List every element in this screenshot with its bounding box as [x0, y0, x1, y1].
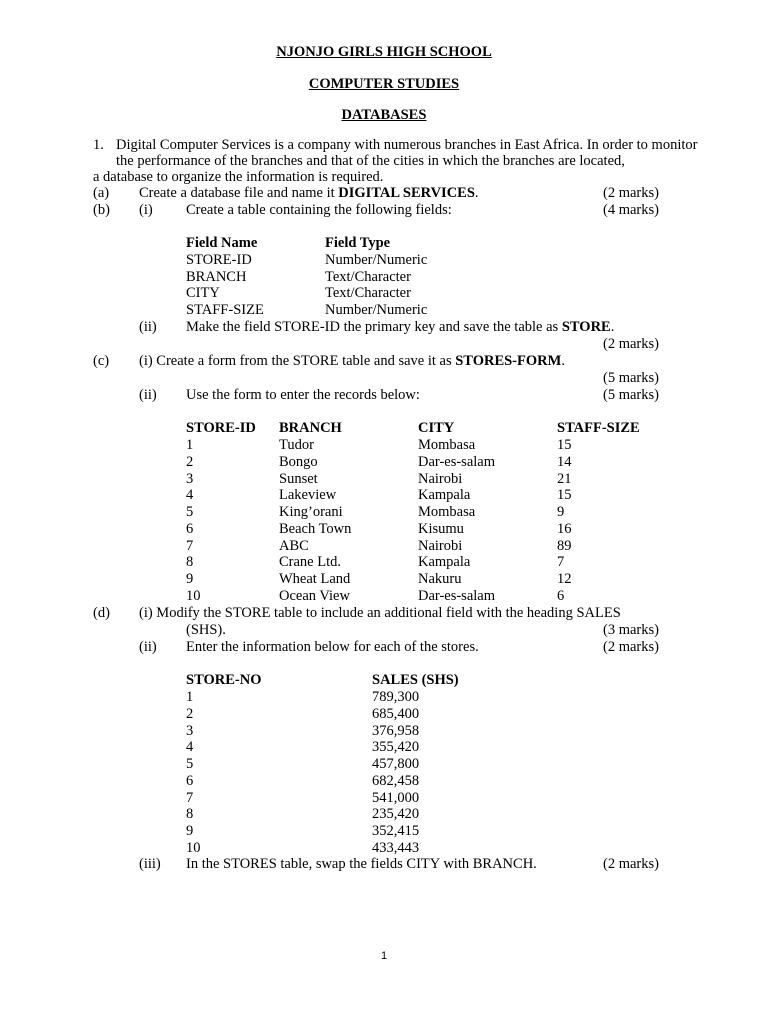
records-row-cell: Kampala	[418, 554, 471, 571]
sales-row-cell: 235,420	[372, 806, 420, 823]
page-number: 1	[380, 950, 388, 962]
records-row-cell: Lakeview	[279, 487, 337, 504]
sales-row-cell: 376,958	[372, 722, 420, 739]
records-row-cell: 21	[557, 470, 572, 487]
records-row-cell: Wheat Land	[279, 571, 351, 587]
topic-title: DATABASES	[341, 107, 427, 123]
records-row-cell: Nairobi	[418, 537, 463, 554]
part-c-label: (c)	[93, 353, 110, 369]
records-row-cell: Dar-es-salam	[418, 453, 496, 470]
intro-line-2: the performance of the branches and that of the cities in which the branches are located,	[116, 153, 625, 169]
sales-row-cell: 685,400	[372, 705, 420, 722]
sales-row-cell: 9	[186, 823, 194, 839]
part-b-i-marks: (4 marks)	[603, 202, 659, 218]
part-d-ii-text: Enter the information below for each of the stores.	[186, 639, 479, 655]
records-row-cell: Crane Ltd.	[279, 554, 342, 571]
records-row-cell: 15	[557, 487, 572, 504]
part-b-i-label: (i)	[139, 202, 153, 218]
records-row-cell: 8	[186, 554, 194, 571]
records-row-cell: 6	[557, 587, 565, 604]
part-d-i-text: (i) Modify the STORE table to include an additional field with the heading SALES	[139, 605, 621, 621]
sales-row-cell: 2	[186, 705, 194, 722]
records-row-cell: 10	[186, 587, 201, 604]
part-d-iii-marks: (2 marks)	[603, 856, 659, 872]
records-row-cell: 16	[557, 520, 572, 537]
fields-row-cell: Number/Numeric	[325, 302, 428, 319]
sales-row-cell: 352,415	[372, 823, 420, 839]
part-b-ii-text: Make the field STORE-ID the primary key and save the table as STORE.	[186, 319, 615, 335]
sales-row-cell: 682,458	[372, 772, 420, 789]
records-row-cell: Ocean View	[279, 587, 350, 604]
records-row-cell: 2	[186, 453, 194, 470]
part-d-i-marks: (3 marks)	[603, 622, 659, 638]
sales-row-cell: 789,300	[372, 689, 420, 705]
sales-row-cell: 7	[186, 789, 194, 806]
fields-row-cell: CITY	[186, 285, 220, 302]
records-row-cell: 3	[186, 470, 194, 487]
part-c-i-text: (i) Create a form from the STORE table and save it as STORES-FORM.	[139, 353, 565, 369]
fields-row-cell: Text/Character	[325, 268, 411, 285]
records-row-cell: 12	[557, 571, 572, 587]
records-row-cell: Dar-es-salam	[418, 587, 496, 604]
fields-header-type: Field Type	[325, 235, 391, 251]
part-d-iii-text: In the STORES table, swap the fields CITY with BRANCH.	[186, 856, 537, 872]
part-d-i-text-cont: (SHS).	[186, 622, 226, 638]
school-name: NJONJO GIRLS HIGH SCHOOL	[276, 44, 492, 60]
records-row-cell: Kisumu	[418, 520, 464, 537]
part-a-text: Create a database file and name it DIGITAL SERVICES.	[139, 185, 479, 201]
records-row-cell: Nakuru	[418, 571, 462, 587]
sales-row-cell: 541,000	[372, 789, 420, 806]
records-row-cell: 6	[186, 520, 194, 537]
part-a-marks: (2 marks)	[603, 185, 659, 201]
records-row-cell: 7	[186, 537, 194, 554]
question-number: 1.	[93, 137, 104, 153]
part-d-ii-label: (ii)	[139, 639, 157, 655]
sales-header-sales: SALES (SHS)	[372, 672, 459, 688]
part-b-i-text: Create a table containing the following fields:	[186, 202, 452, 218]
records-row-cell: Bongo	[279, 453, 318, 470]
records-row-cell: 1	[186, 437, 194, 453]
records-row-cell: 7	[557, 554, 565, 571]
records-row-cell: Nairobi	[418, 470, 463, 487]
records-row-cell: 4	[186, 487, 194, 504]
part-c-ii-text: Use the form to enter the records below:	[186, 387, 420, 403]
part-b-ii-marks: (2 marks)	[603, 336, 659, 352]
records-row-cell: Kampala	[418, 487, 471, 504]
records-row-cell: Sunset	[279, 470, 318, 487]
sales-row-cell: 433,443	[372, 839, 420, 856]
part-b-label: (b)	[93, 202, 110, 218]
part-c-ii-marks: (5 marks)	[603, 387, 659, 403]
records-header-staff-size: STAFF-SIZE	[557, 420, 640, 436]
records-row-cell: Beach Town	[279, 520, 352, 537]
fields-row-cell: Number/Numeric	[325, 252, 428, 268]
records-row-cell: 9	[557, 504, 565, 520]
records-row-cell: 5	[186, 504, 194, 520]
intro-line-3: a database to organize the information is required.	[93, 169, 384, 185]
sales-header-store-no: STORE-NO	[186, 672, 262, 688]
records-row-cell: ABC	[279, 537, 309, 554]
records-row-cell: 14	[557, 453, 572, 470]
sales-row-cell: 5	[186, 756, 194, 772]
subject-title: COMPUTER STUDIES	[308, 76, 460, 92]
part-a-label: (a)	[93, 185, 110, 201]
records-header-city: CITY	[418, 420, 455, 436]
fields-row-cell: Text/Character	[325, 285, 411, 302]
part-c-i-marks: (5 marks)	[603, 370, 659, 386]
records-row-cell: Mombasa	[418, 504, 476, 520]
records-row-cell: 89	[557, 537, 572, 554]
records-row-cell: 15	[557, 437, 572, 453]
sales-row-cell: 457,800	[372, 756, 420, 772]
part-d-ii-marks: (2 marks)	[603, 639, 659, 655]
sales-row-cell: 1	[186, 689, 194, 705]
sales-row-cell: 3	[186, 722, 194, 739]
fields-row-cell: BRANCH	[186, 268, 247, 285]
sales-row-cell: 8	[186, 806, 194, 823]
sales-row-cell: 10	[186, 839, 201, 856]
fields-row-cell: STAFF-SIZE	[186, 302, 264, 319]
records-row-cell: King’orani	[279, 504, 343, 520]
records-header-store-id: STORE-ID	[186, 420, 256, 436]
part-d-iii-label: (iii)	[139, 856, 161, 872]
fields-header-name: Field Name	[186, 235, 258, 251]
fields-row-cell: STORE-ID	[186, 252, 252, 268]
sales-row-cell: 4	[186, 739, 194, 756]
sales-row-cell: 355,420	[372, 739, 420, 756]
intro-line-1: Digital Computer Services is a company with numerous branches in East Africa. In order to monitor	[116, 137, 698, 153]
sales-row-cell: 6	[186, 772, 194, 789]
part-b-ii-label: (ii)	[139, 319, 157, 335]
records-header-branch: BRANCH	[279, 420, 342, 436]
records-row-cell: Tudor	[279, 437, 314, 453]
records-row-cell: Mombasa	[418, 437, 476, 453]
records-row-cell: 9	[186, 571, 194, 587]
part-c-ii-label: (ii)	[139, 387, 157, 403]
part-d-label: (d)	[93, 605, 110, 621]
